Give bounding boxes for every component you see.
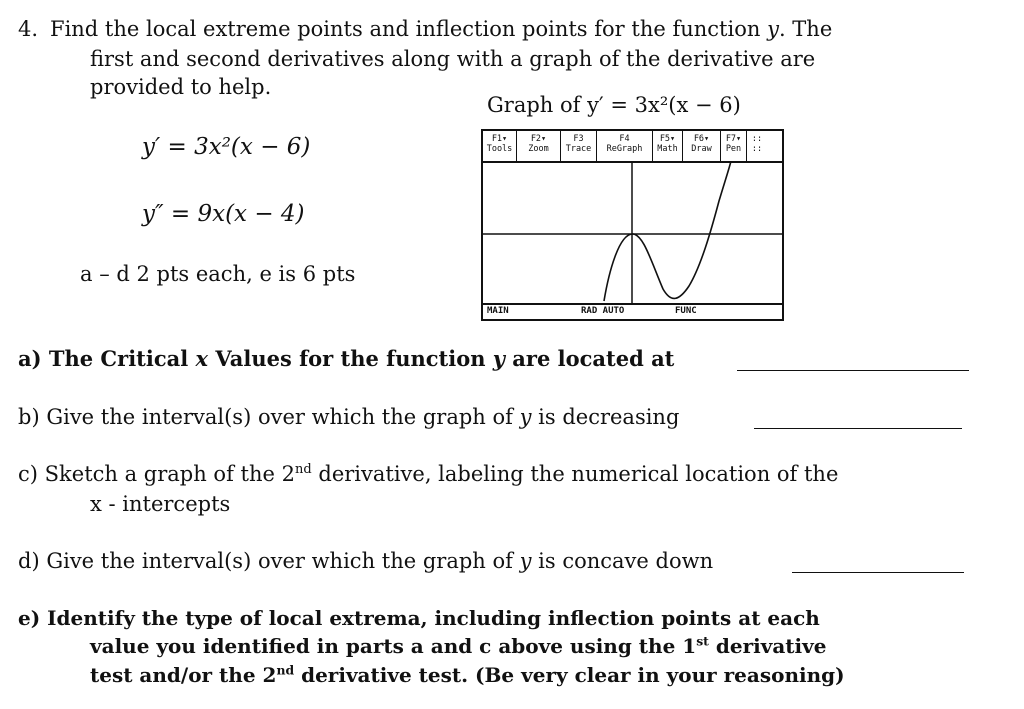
problem-intro-line3: provided to help. (90, 75, 272, 99)
menu-pen: F7▾ Pen (721, 131, 747, 161)
question-e-label: e) (18, 606, 41, 630)
problem-intro-line1 (50, 16, 832, 42)
question-d (18, 548, 713, 574)
question-e-line2 (90, 633, 826, 659)
menu-zoom: F2▾ Zoom (517, 131, 561, 161)
menu-extra: :: :: (751, 134, 763, 154)
question-e (18, 605, 820, 631)
answer-blank-d[interactable] (792, 554, 964, 573)
calculator-screen (481, 129, 784, 321)
question-a-text-mid: Values for the function (215, 346, 486, 371)
second-derivative: y″ = 9x(x − 4) (142, 201, 305, 227)
question-c-text-after: derivative, labeling the numerical location of the (318, 462, 839, 486)
status-rad-auto: RAD AUTO (581, 306, 625, 316)
intro-var-y: y (767, 17, 779, 41)
question-a-var-y: y (492, 346, 505, 371)
question-e-line3-text: test and/or the 2 (90, 663, 277, 687)
derivative-graph (483, 161, 782, 305)
question-a-var-x: x (195, 346, 209, 371)
problem-number: 4. (18, 17, 39, 41)
graph-title: Graph of y′ = 3x²(x − 6) (487, 93, 741, 117)
question-d-text: Give the interval(s) over which the graph of (46, 549, 513, 573)
points-note: a – d 2 pts each, e is 6 pts (80, 262, 356, 286)
status-main: MAIN (487, 306, 509, 316)
derivative-curve (604, 161, 731, 301)
menu-trace: F3 Trace (561, 131, 597, 161)
menu-draw: F6▾ Draw (683, 131, 721, 161)
question-b-text: Give the interval(s) over which the graph of (46, 405, 513, 429)
question-d-text-after: is concave down (538, 549, 714, 573)
question-b-var-y: y (519, 405, 532, 429)
problem-intro-line2: first and second derivatives along with a graph of the derivative are (90, 47, 816, 71)
calculator-status-bar (483, 303, 782, 319)
question-d-label: d) (18, 549, 40, 573)
intro-text: Find the local extreme points and inflection points for the function (50, 17, 761, 41)
question-e-line3-after: derivative test. (Be very clear in your reasoning) (301, 663, 845, 687)
menu-regraph: F4 ReGraph (597, 131, 653, 161)
question-e-line2-text: value you identified in parts a and c above using the 1 (90, 634, 697, 658)
question-b-label: b) (18, 405, 40, 429)
menu-math: F5▾ Math (653, 131, 683, 161)
answer-blank-b[interactable] (754, 410, 962, 429)
question-a-label: a) (18, 346, 42, 371)
question-a-text-after: are located at (512, 346, 675, 371)
question-c-label: c) (18, 462, 38, 486)
calculator-menu-bar (483, 131, 782, 163)
question-e-line3-sup: nd (276, 662, 295, 678)
question-e-line1: Identify the type of local extrema, including inflection points at each (47, 606, 820, 630)
question-e-line2-sup: st (696, 633, 709, 649)
answer-blank-a[interactable] (737, 352, 969, 371)
question-d-var-y: y (519, 549, 532, 573)
question-c-sup: nd (294, 462, 312, 477)
question-a (18, 346, 674, 372)
question-c-text: Sketch a graph of the 2 (44, 462, 295, 486)
question-a-text: The Critical (48, 346, 189, 371)
status-func: FUNC (675, 306, 697, 316)
menu-tools: F1▾ Tools (483, 131, 517, 161)
question-c (18, 461, 838, 487)
question-b (18, 404, 679, 430)
question-e-line2-after: derivative (715, 634, 827, 658)
question-c-line2: x - intercepts (90, 492, 231, 516)
intro-text-end: . The (778, 17, 833, 41)
question-b-text-after: is decreasing (538, 405, 680, 429)
first-derivative: y′ = 3x²(x − 6) (142, 134, 311, 160)
question-e-line3 (90, 662, 845, 688)
